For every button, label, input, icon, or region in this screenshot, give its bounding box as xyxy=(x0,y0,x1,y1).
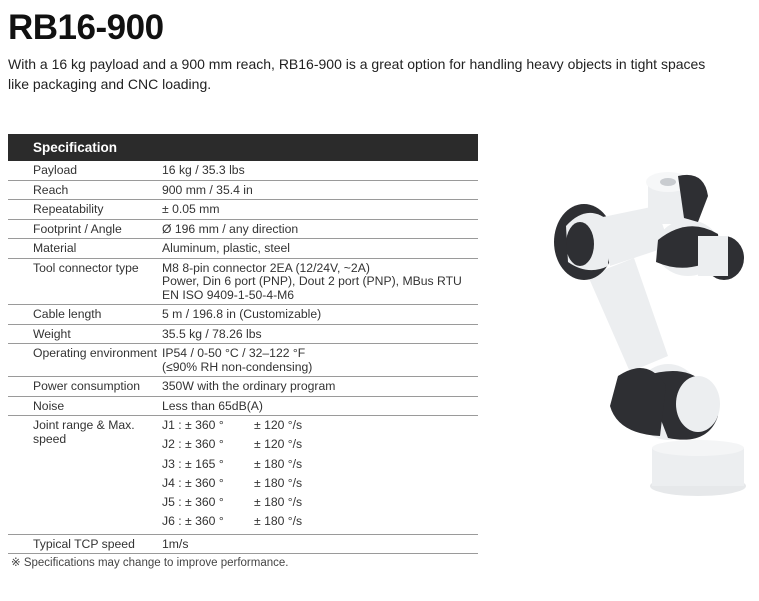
spec-value-line: IP54 / 0-50 °C / 32–122 °F xyxy=(162,346,306,360)
spec-value-line: 350W with the ordinary program xyxy=(162,379,336,393)
spec-row-joints xyxy=(8,416,478,535)
joint-line xyxy=(162,435,478,454)
joint-range: J6 : ± 360 ° xyxy=(162,514,224,529)
spec-value-line: M8 8-pin connector 2EA (12/24V, ~2A) xyxy=(162,260,370,275)
joint-range: J5 : ± 360 ° xyxy=(162,495,224,510)
joint-line xyxy=(162,512,478,531)
spec-value xyxy=(162,344,478,376)
spec-row xyxy=(8,377,478,397)
spec-value-line: 35.5 kg / 78.26 lbs xyxy=(162,326,262,341)
spec-label: Typical TCP speed xyxy=(33,536,135,551)
spec-row xyxy=(8,161,478,181)
spec-label: Tool connector type xyxy=(33,260,139,275)
spec-row xyxy=(8,220,478,240)
spec-label: Material xyxy=(33,241,77,255)
spec-value xyxy=(162,200,478,219)
spec-rows xyxy=(8,161,478,416)
spec-value xyxy=(162,220,478,239)
spec-row-tcp xyxy=(8,535,478,555)
spec-value: 1m/s xyxy=(162,536,189,551)
spec-value xyxy=(162,239,478,258)
robot-base-cap xyxy=(610,368,666,436)
joint-speed: ± 180 °/s xyxy=(254,514,303,529)
spec-row xyxy=(8,344,478,377)
footnote: ※ Specifications may change to improve performance. xyxy=(11,557,289,569)
spec-row xyxy=(8,259,478,306)
robot-lower-link xyxy=(588,258,668,372)
spec-value xyxy=(162,259,478,305)
spec-label: Operating environment xyxy=(33,346,157,360)
spec-table-header: Specification xyxy=(8,134,478,161)
joint-line xyxy=(162,493,478,512)
spec-value-line: 900 mm / 35.4 in xyxy=(162,182,253,197)
spec-value-line: Ø 196 mm / any direction xyxy=(162,221,299,236)
spec-row xyxy=(8,200,478,220)
joint-values xyxy=(162,416,478,534)
page-title: RB16-900 xyxy=(8,8,164,47)
spec-label: Cable length xyxy=(33,307,102,321)
spec-label: Joint range & Max. speed xyxy=(33,418,135,446)
spec-value-line: Less than 65dB(A) xyxy=(162,398,263,413)
spec-value-line: 16 kg / 35.3 lbs xyxy=(162,163,245,177)
joint-range: J4 : ± 360 ° xyxy=(162,475,224,490)
robot-arm-image xyxy=(548,166,754,502)
spec-value-line: 5 m / 196.8 in (Customizable) xyxy=(162,307,322,321)
joint-speed: ± 120 °/s xyxy=(254,418,303,432)
joint-speed: ± 180 °/s xyxy=(254,495,303,510)
spec-value xyxy=(162,181,478,200)
joint-line xyxy=(162,416,478,435)
spec-value xyxy=(162,161,478,180)
joint-line xyxy=(162,474,478,493)
spec-value xyxy=(162,397,478,416)
joint-range: J1 : ± 360 ° xyxy=(162,418,224,432)
spec-label: Noise xyxy=(33,398,65,413)
spec-value xyxy=(162,325,478,344)
spec-table xyxy=(8,134,478,554)
spec-row xyxy=(8,181,478,201)
spec-value xyxy=(162,377,478,396)
spec-value-line: EN ISO 9409-1-50-4-M6 xyxy=(162,287,295,302)
joint-line xyxy=(162,455,478,474)
joint-range: J3 : ± 165 ° xyxy=(162,456,224,471)
spec-label: Weight xyxy=(33,326,71,341)
spec-label: Reach xyxy=(33,182,69,197)
spec-value-line: Power, Din 6 port (PNP), Dout 2 port (PNP), MBus RTU xyxy=(162,274,462,288)
spec-row xyxy=(8,325,478,345)
spec-label: Footprint / Angle xyxy=(33,221,122,236)
joint-range: J2 : ± 360 ° xyxy=(162,437,224,452)
spec-row xyxy=(8,397,478,417)
spec-row xyxy=(8,239,478,259)
joint-speed: ± 180 °/s xyxy=(254,456,303,471)
spec-value xyxy=(162,305,478,324)
spec-value-line: Aluminum, plastic, steel xyxy=(162,241,291,255)
spec-label: Payload xyxy=(33,163,78,177)
spec-row xyxy=(8,305,478,325)
joint-speed: ± 120 °/s xyxy=(254,437,303,452)
spec-label: Power consumption xyxy=(33,379,141,393)
spec-value-line: ± 0.05 mm xyxy=(162,202,220,216)
spec-value-line: (≤90% RH non-condensing) xyxy=(162,359,313,374)
joint-speed: ± 180 °/s xyxy=(254,475,303,490)
spec-label: Repeatability xyxy=(33,202,104,216)
product-description: With a 16 kg payload and a 900 mm reach, RB16-900 is a great option for handling heavy objects in tight spaces like packaging and CNC loading. xyxy=(8,56,706,92)
